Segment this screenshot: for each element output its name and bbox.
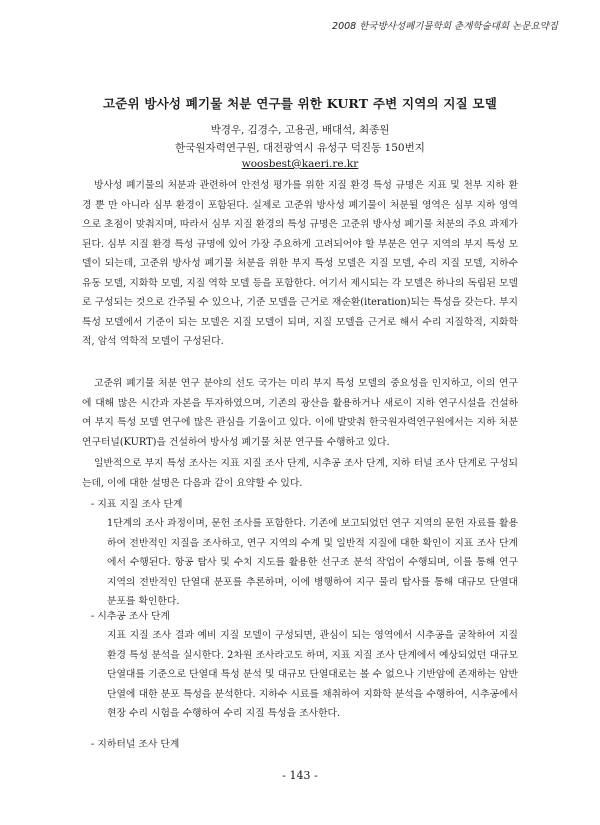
paragraph-intro: 방사성 폐기물의 처분과 관련하여 안전성 평가를 위한 지질 환경 특성 규명은 지표 및 천부 지하 환경 뿐 만 아니라 심부 환경이 포함된다. 실제로 고준위 방사성 폐기물이 처분될 영역은 심부 지하 영역으로 초점이 맞춰지며, 따라서 심부 지질 환경의 특성 규명은 고준위 방사성 폐기물 처분의 주요 과제가 된다. 심부 지질 환경 특성 규명에 있어 가장 주요하게 고려되어야 할 부분은 연구 지역의 부지 특성 모델이 되는데, 고준위 방사성 폐기물 처분을 위한 부지 특성 모델은 지질 모델, 수리 지질 모델, 지하수 유동 모델, 지화학 모델, 지질 역학 모델 등을 포함한다. 여기서 제시되는 각 모델은 하나의 독립된 모델로 구성되는 것으로 간주될 수 있으나, 기준 모델을 근거로 재순환(iteration)되는 특성을 갖는다. 부지 특성 모델에서 기준이 되는 모델은 지질 모델이 되며, 지질 모델을 근거로 해서 수리 지질학적, 지화학적, 암석 역학적 모델이 구성된다. xyxy=(82,180,518,347)
affiliation: 한국원자력연구원, 대전광역시 유성구 덕진동 150번지 xyxy=(175,142,425,154)
author-email[interactable]: woosbest@kaeri.re.kr xyxy=(241,158,359,170)
author-list: 박경우, 김경수, 고용권, 배대석, 최종원 xyxy=(210,124,390,136)
stage-heading-borehole: - 시추공 조사 단계 xyxy=(91,611,170,622)
stage-heading-tunnel: - 지하터널 조사 단계 xyxy=(91,739,180,750)
paper-title: 고준위 방사성 폐기물 처분 연구를 위한 KURT 주변 지역의 지질 모델 xyxy=(103,96,497,111)
stage-text-surface: 1단계의 조사 과정이며, 문헌 조사를 포함한다. 기존에 보고되었던 연구 지역의 문헌 자료를 활용하여 전반적인 지질을 조사하고, 연구 지역의 수계 및 일반적 지질에 대한 확인이 지표 조사 단계에서 수행된다. 항공 탐사 및 수치 지도를 활용한 선구조 분석 작업이 수행되며, 이를 통해 연구 지역의 전반적인 단열대 분포를 추론하며, 이에 병행하여 지구 물리 탐사를 통해 대규모 단열대 분포를 확인한다. xyxy=(107,518,518,607)
conference-header: 2008 한국방사성폐기물학회 춘계학술대회 논문요약집 xyxy=(332,21,558,32)
page-number: - 143 - xyxy=(282,769,318,782)
stage-heading-surface: - 지표 지질 조사 단계 xyxy=(91,499,183,510)
paragraph-stages-overview: 일반적으로 부지 특성 조사는 지표 지질 조사 단계, 시추공 조사 단계, 지하 터널 조사 단계로 구성되는데, 이에 대한 설명은 다음과 같이 요약할 수 있다. xyxy=(82,458,518,489)
stage-text-borehole: 지표 지질 조사 결과 예비 지질 모델이 구성되면, 관심이 되는 영역에서 시추공을 굴착하여 지질 환경 특성 분석을 실시한다. 2차원 조사라고도 하며, 지표 지질 조사 단계에서 예상되었던 대규모 단열대를 기준으로 단열대 특성 분석 및 대규모 단열대로는 볼 수 없으나 기반암에 존재하는 암반 단열에 대한 분포 특성을 분석한다. 지하수 시료를 채취하여 지화학 분석을 수행하여, 시추공에서 현장 수리 시험을 수행하여 수리 지질 특성을 조사한다. xyxy=(107,630,518,719)
paragraph-kurt: 고준위 폐기물 처분 연구 분야의 선도 국가는 미리 부지 특성 모델의 중요성을 인지하고, 이의 연구에 대해 많은 시간과 자본을 투자하였으며, 기존의 광산을 활용하거나 새로이 지하 연구시설을 건설하여 부지 특성 모델 연구에 많은 관심을 기울이고 있다. 이에 발맞춰 한국원자력연구원에서는 지하 처분 연구터널(KURT)을 건설하여 방사성 폐기물 처분 연구를 수행하고 있다. xyxy=(82,378,518,448)
